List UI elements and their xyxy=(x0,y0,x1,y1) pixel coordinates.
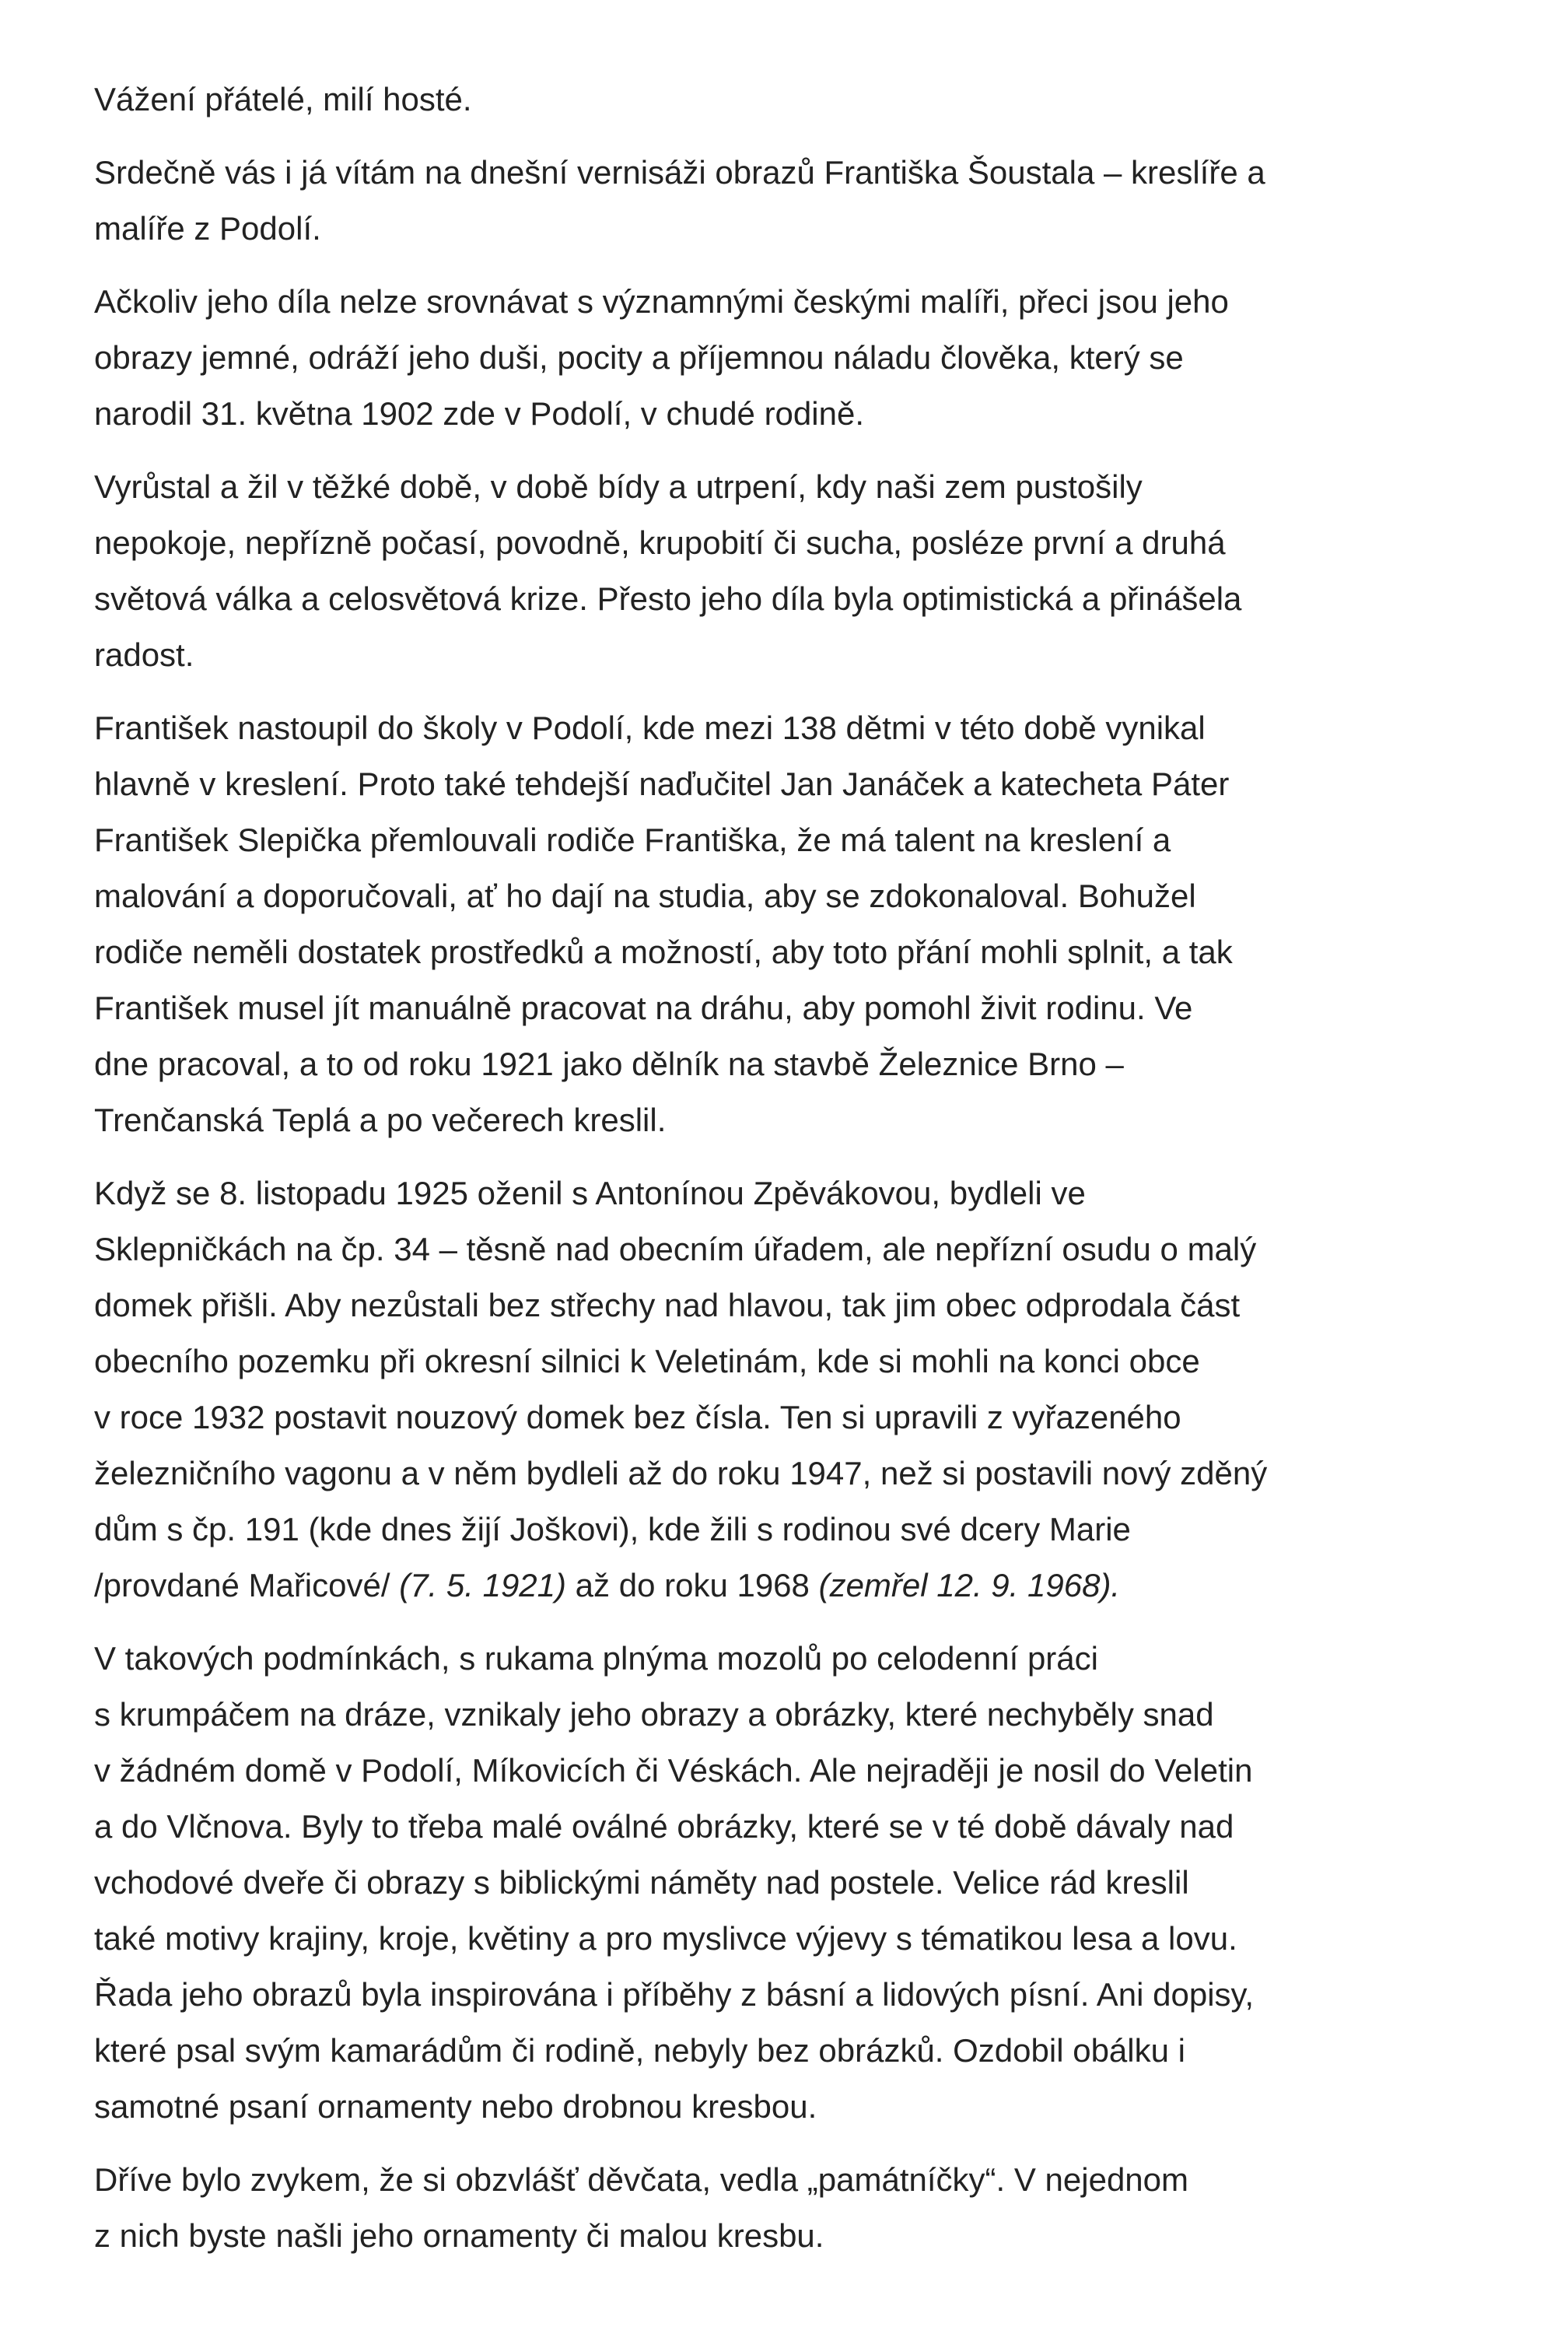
text-segment: /provdané Mařicové/ xyxy=(94,1567,400,1603)
paragraph-greeting xyxy=(94,72,1521,128)
death-date-italic: (zemřel 12. 9. 1968). xyxy=(818,1567,1121,1603)
text-line: v roce 1932 postavit nouzový domek bez čísla. Ten si upravili z vyřazeného xyxy=(94,1399,1181,1435)
text-line: rodiče neměli dostatek prostředků a možností, aby toto přání mohli splnit, a tak xyxy=(94,934,1233,970)
text-line: malování a doporučovali, ať ho dají na studia, aby se zdokonaloval. Bohužel xyxy=(94,878,1196,914)
text-line: V takových podmínkách, s rukama plnýma mozolů po celodenní práci xyxy=(94,1640,1098,1677)
text-line: obecního pozemku při okresní silnici k Veletinám, kde si mohli na konci obce xyxy=(94,1343,1200,1379)
text-line: samotné psaní ornamenty nebo drobnou kresbou. xyxy=(94,2088,817,2125)
text-line: Dříve bylo zvykem, že si obzvlášť děvčata, vedla „památníčky“. V nejednom xyxy=(94,2161,1188,2198)
text-line: Trenčanská Teplá a po večerech kreslil. xyxy=(94,1102,667,1138)
text-line: Sklepničkách na čp. 34 – těsně nad obecním úřadem, ale nepřízní osudu o malý xyxy=(94,1231,1257,1267)
text-line: s krumpáčem na dráze, vznikaly jeho obrazy a obrázky, které nechyběly snad xyxy=(94,1696,1214,1733)
text-line: radost. xyxy=(94,636,194,673)
text-line: nepokoje, nepřízně počasí, povodně, krupobití či sucha, posléze první a druhá xyxy=(94,524,1226,561)
text-line: malíře z Podolí. xyxy=(94,210,321,247)
paragraph-welcome xyxy=(94,145,1521,257)
paragraph-albums xyxy=(94,2152,1521,2264)
text-line: domek přišli. Aby nezůstali bez střechy nad hlavou, tak jim obec odprodala část xyxy=(94,1287,1241,1323)
text-line: dům s čp. 191 (kde dnes žijí Joškovi), kde žili s rodinou své dcery Marie xyxy=(94,1511,1131,1547)
text-line: František Slepička přemlouvali rodiče Františka, že má talent na kreslení a xyxy=(94,822,1171,858)
text-line: obrazy jemné, odráží jeho duši, pocity a příjemnou náladu člověka, který se xyxy=(94,339,1184,376)
birth-date-italic: (7. 5. 1921) xyxy=(399,1567,567,1603)
text-line: Vyrůstal a žil v těžké době, v době bídy a utrpení, kdy naši zem pustošily xyxy=(94,468,1143,505)
text-line: vchodové dveře či obrazy s biblickými náměty nad postele. Velice rád kreslil xyxy=(94,1864,1189,1901)
text-line: František nastoupil do školy v Podolí, kde mezi 138 dětmi v této době vynikal xyxy=(94,710,1206,746)
text-line: světová válka a celosvětová krize. Přesto jeho díla byla optimistická a přinášela xyxy=(94,580,1242,617)
text-line: Srdečně vás i já vítám na dnešní vernisáži obrazů Františka Šoustala – kreslíře a xyxy=(94,154,1265,191)
text-line: Když se 8. listopadu 1925 oženil s Antonínou Zpěvákovou, bydleli ve xyxy=(94,1175,1086,1211)
text-line: narodil 31. května 1902 zde v Podolí, v chudé rodině. xyxy=(94,395,864,432)
text-segment: až do roku 1968 xyxy=(566,1567,819,1603)
text-line: také motivy krajiny, kroje, květiny a pro myslivce výjevy s tématikou lesa a lovu. xyxy=(94,1920,1237,1957)
text-line: a do Vlčnova. Byly to třeba malé oválné obrázky, které se v té době dávaly nad xyxy=(94,1808,1234,1845)
text-line: František musel jít manuálně pracovat na dráhu, aby pomohl živit rodinu. Ve xyxy=(94,990,1193,1026)
paragraph-school xyxy=(94,700,1521,1148)
text-line: Ačkoliv jeho díla nelze srovnávat s významnými českými malíři, přeci jsou jeho xyxy=(94,283,1229,320)
paragraph-conditions xyxy=(94,1631,1521,2135)
paragraph-hard-times xyxy=(94,459,1521,683)
text-line: hlavně v kreslení. Proto také tehdejší naďučitel Jan Janáček a katecheta Páter xyxy=(94,766,1230,802)
text-line: které psal svým kamarádům či rodině, nebyly bez obrázků. Ozdobil obálku i xyxy=(94,2032,1185,2069)
text-line: v žádném domě v Podolí, Míkovicích či Véskách. Ale nejraději je nosil do Veletin xyxy=(94,1752,1253,1789)
paragraph-works xyxy=(94,274,1521,442)
text-line: Řada jeho obrazů byla inspirována i příběhy z básní a lidových písní. Ani dopisy, xyxy=(94,1976,1255,2013)
paragraph-marriage xyxy=(94,1165,1521,1614)
text-line: z nich byste našli jeho ornamenty či malou kresbu. xyxy=(94,2217,824,2254)
text-line-mixed xyxy=(94,1558,1521,1614)
text-line: dne pracoval, a to od roku 1921 jako dělník na stavbě Železnice Brno – xyxy=(94,1046,1124,1082)
text-line: železničního vagonu a v něm bydleli až do roku 1947, než si postavili nový zděný xyxy=(94,1455,1268,1491)
text-line: Vážení přátelé, milí hosté. xyxy=(94,81,472,117)
